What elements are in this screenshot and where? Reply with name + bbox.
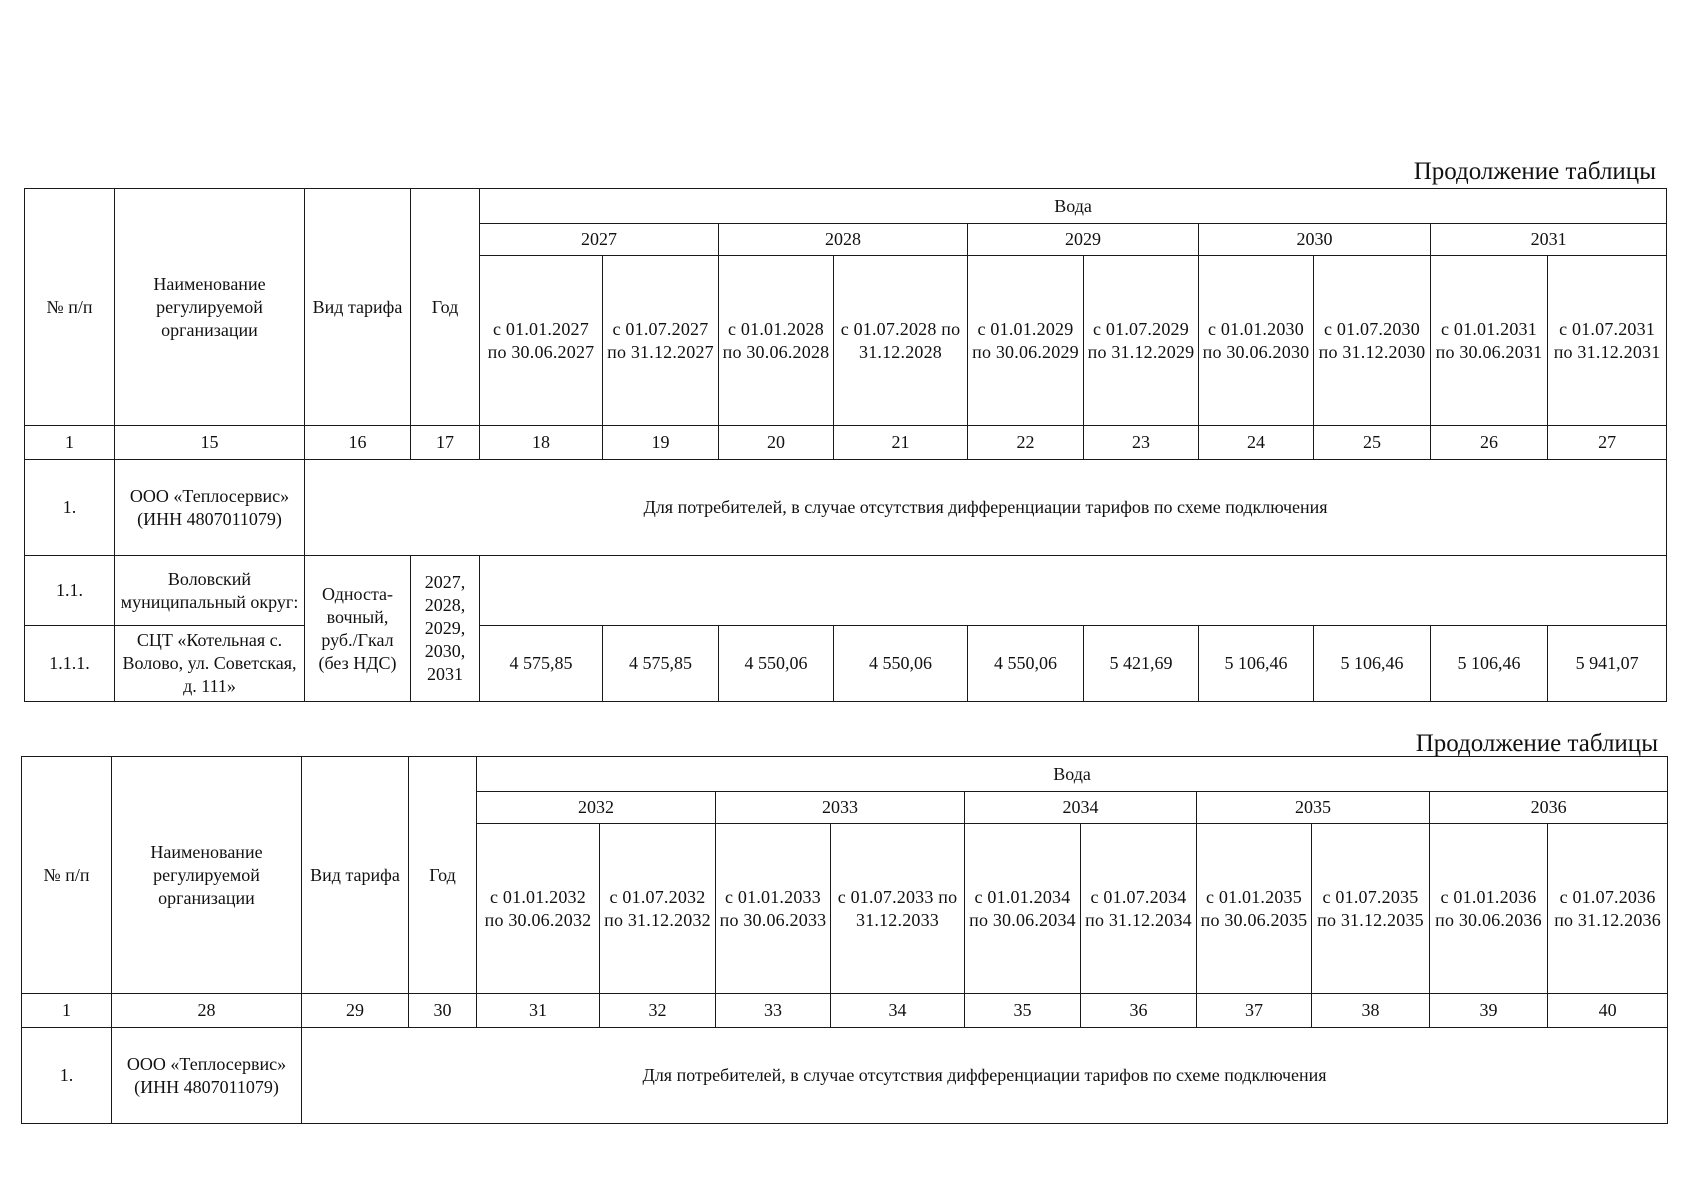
header-period: с 01.07.2036 по 31.12.2036 bbox=[1548, 824, 1668, 994]
header-tariff-type: Вид тарифа bbox=[305, 189, 411, 426]
tariff-value: 5 421,69 bbox=[1084, 626, 1199, 702]
header-period: с 01.07.2030 по 31.12.2030 bbox=[1314, 256, 1431, 426]
row-number: 1. bbox=[25, 460, 115, 556]
table-caption: Продолжение таблицы bbox=[1415, 730, 1658, 757]
column-number: 32 bbox=[600, 994, 716, 1028]
tariff-table-2032-2036 bbox=[21, 756, 1668, 1124]
tariff-value: 5 941,07 bbox=[1548, 626, 1667, 702]
column-number: 37 bbox=[1197, 994, 1312, 1028]
org-row bbox=[22, 1028, 1668, 1124]
header-period: с 01.07.2029 по 31.12.2029 bbox=[1084, 256, 1199, 426]
column-number: 27 bbox=[1548, 426, 1667, 460]
column-number: 1 bbox=[22, 994, 112, 1028]
header-org: Наименование регулируемой организации bbox=[115, 189, 305, 426]
tariff-value: 5 106,46 bbox=[1199, 626, 1314, 702]
header-period: с 01.01.2027 по 30.06.2027 bbox=[480, 256, 603, 426]
column-number: 36 bbox=[1081, 994, 1197, 1028]
column-number: 17 bbox=[411, 426, 480, 460]
system-name: СЦТ «Котельная с. Волово, ул. Советская, д. 111» bbox=[115, 626, 305, 702]
row-number: 1. bbox=[22, 1028, 112, 1124]
column-number: 39 bbox=[1430, 994, 1548, 1028]
column-number: 22 bbox=[968, 426, 1084, 460]
column-number: 26 bbox=[1431, 426, 1548, 460]
header-period: с 01.01.2030 по 30.06.2030 bbox=[1199, 256, 1314, 426]
column-number-row bbox=[25, 426, 1667, 460]
org-name: ООО «Теплосервис» (ИНН 4807011079) bbox=[112, 1028, 302, 1124]
header-group-water: Вода bbox=[477, 757, 1668, 792]
column-number-row bbox=[22, 994, 1668, 1028]
header-year-group: 2036 bbox=[1430, 792, 1668, 824]
tariff-value: 4 575,85 bbox=[603, 626, 719, 702]
tariff-value: 5 106,46 bbox=[1314, 626, 1431, 702]
column-number: 38 bbox=[1312, 994, 1430, 1028]
header-period: с 01.01.2028 по 30.06.2028 bbox=[719, 256, 834, 426]
column-number: 33 bbox=[716, 994, 831, 1028]
header-num: № п/п bbox=[25, 189, 115, 426]
header-period: с 01.07.2028 по 31.12.2028 bbox=[834, 256, 968, 426]
consumer-note: Для потребителей, в случае отсутствия дифференциации тарифов по схеме подключения bbox=[305, 460, 1667, 556]
header-year-group: 2034 bbox=[965, 792, 1197, 824]
district-row bbox=[25, 556, 1667, 626]
header-num: № п/п bbox=[22, 757, 112, 994]
header-year: Год bbox=[411, 189, 480, 426]
consumer-note: Для потребителей, в случае отсутствия дифференциации тарифов по схеме подключения bbox=[302, 1028, 1668, 1124]
column-number: 21 bbox=[834, 426, 968, 460]
header-period: с 01.01.2035 по 30.06.2035 bbox=[1197, 824, 1312, 994]
column-number: 30 bbox=[409, 994, 477, 1028]
header-period: с 01.01.2032 по 30.06.2032 bbox=[477, 824, 600, 994]
district-name: Воловский муниципальный округ: bbox=[115, 556, 305, 626]
column-number: 31 bbox=[477, 994, 600, 1028]
data-row bbox=[25, 626, 1667, 702]
header-year: Год bbox=[409, 757, 477, 994]
column-number: 18 bbox=[480, 426, 603, 460]
column-number: 16 bbox=[305, 426, 411, 460]
tariff-value: 5 106,46 bbox=[1431, 626, 1548, 702]
header-period: с 01.01.2033 по 30.06.2033 bbox=[716, 824, 831, 994]
column-number: 28 bbox=[112, 994, 302, 1028]
tariff-value: 4 550,06 bbox=[719, 626, 834, 702]
column-number: 24 bbox=[1199, 426, 1314, 460]
tariff-value: 4 575,85 bbox=[480, 626, 603, 702]
column-number: 20 bbox=[719, 426, 834, 460]
tariff-value: 4 550,06 bbox=[834, 626, 968, 702]
header-year-group: 2032 bbox=[477, 792, 716, 824]
header-period: с 01.01.2029 по 30.06.2029 bbox=[968, 256, 1084, 426]
column-number: 35 bbox=[965, 994, 1081, 1028]
header-period: с 01.01.2031 по 30.06.2031 bbox=[1431, 256, 1548, 426]
tariff-value: 4 550,06 bbox=[968, 626, 1084, 702]
org-name: ООО «Теплосервис» (ИНН 4807011079) bbox=[115, 460, 305, 556]
header-org: Наименование регулируемой организации bbox=[112, 757, 302, 994]
table-caption: Продолжение таблицы bbox=[1413, 158, 1656, 185]
row-number: 1.1. bbox=[25, 556, 115, 626]
tariff-table-2027-2031 bbox=[24, 188, 1667, 702]
header-period: с 01.01.2034 по 30.06.2034 bbox=[965, 824, 1081, 994]
header-year-group: 2031 bbox=[1431, 224, 1667, 256]
header-year-group: 2028 bbox=[719, 224, 968, 256]
tariff-years: 2027, 2028, 2029, 2030, 2031 bbox=[411, 556, 480, 702]
header-period: с 01.07.2034 по 31.12.2034 bbox=[1081, 824, 1197, 994]
header-period: с 01.01.2036 по 30.06.2036 bbox=[1430, 824, 1548, 994]
column-number: 34 bbox=[831, 994, 965, 1028]
header-period: с 01.07.2035 по 31.12.2035 bbox=[1312, 824, 1430, 994]
header-period: с 01.07.2031 по 31.12.2031 bbox=[1548, 256, 1667, 426]
column-number: 25 bbox=[1314, 426, 1431, 460]
column-number: 40 bbox=[1548, 994, 1668, 1028]
column-number: 29 bbox=[302, 994, 409, 1028]
org-row bbox=[25, 460, 1667, 556]
row-number: 1.1.1. bbox=[25, 626, 115, 702]
column-number: 23 bbox=[1084, 426, 1199, 460]
header-year-group: 2030 bbox=[1199, 224, 1431, 256]
column-number: 15 bbox=[115, 426, 305, 460]
column-number: 19 bbox=[603, 426, 719, 460]
header-period: с 01.07.2032 по 31.12.2032 bbox=[600, 824, 716, 994]
header-period: с 01.07.2027 по 31.12.2027 bbox=[603, 256, 719, 426]
header-year-group: 2033 bbox=[716, 792, 965, 824]
header-period: с 01.07.2033 по 31.12.2033 bbox=[831, 824, 965, 994]
column-number: 1 bbox=[25, 426, 115, 460]
tariff-type: Односта-вочный, руб./Гкал (без НДС) bbox=[305, 556, 411, 702]
header-year-group: 2027 bbox=[480, 224, 719, 256]
empty-cell bbox=[480, 556, 1667, 626]
header-year-group: 2029 bbox=[968, 224, 1199, 256]
header-year-group: 2035 bbox=[1197, 792, 1430, 824]
header-group-water: Вода bbox=[480, 189, 1667, 224]
header-tariff-type: Вид тарифа bbox=[302, 757, 409, 994]
